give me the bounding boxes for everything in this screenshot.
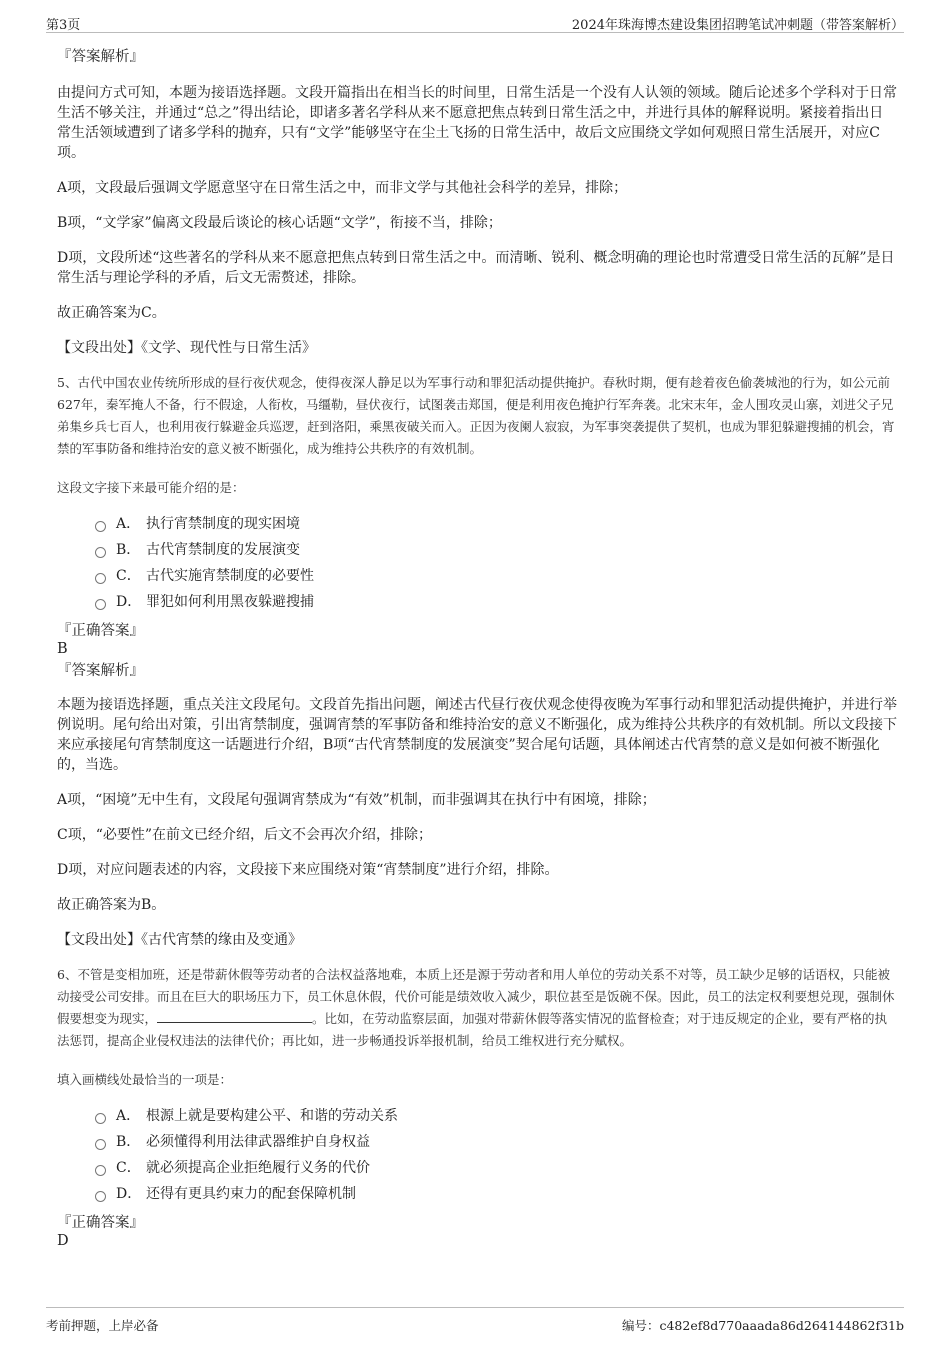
question-prompt: 填入画横线处最恰当的一项是： <box>57 1072 233 1087</box>
question-prompt: 这段文字接下来最可能介绍的是： <box>57 480 245 495</box>
radio-icon[interactable] <box>95 521 106 532</box>
analysis-paragraph: A项，“困境”无中生有，文段尾句强调宵禁成为“有效”机制，而非强调其在执行中有困境，排除； <box>57 792 656 808</box>
footer-slogan: 考前押题，上岸必备 <box>46 1318 159 1333</box>
radio-icon[interactable] <box>95 1113 106 1124</box>
document-title: 2024年珠海博杰建设集团招聘笔试冲刺题（带答案解析） <box>571 18 904 33</box>
analysis-paragraph: A项，文段最后强调文学愿意坚守在日常生活之中，而非文学与其他社会科学的差异，排除； <box>57 180 628 196</box>
analysis-conclusion: 故正确答案为B。 <box>57 897 166 913</box>
option-b[interactable]: B． 古代宵禁制度的发展演变 <box>95 540 897 560</box>
radio-icon[interactable] <box>95 547 106 558</box>
analysis-paragraph: B项，“文学家”偏离文段最后谈论的核心话题“文学”，衔接不当，排除； <box>57 215 502 231</box>
radio-icon[interactable] <box>95 1191 106 1202</box>
option-list <box>57 514 897 612</box>
page-footer <box>46 1307 904 1338</box>
option-d[interactable]: D． 罪犯如何利用黑夜躲避搜捕 <box>95 592 897 612</box>
analysis-title: 『答案解析』 <box>57 49 144 65</box>
source-note: 【文段出处】《古代宵禁的缘由及变通》 <box>57 932 302 948</box>
correct-answer-title: 『正确答案』 <box>57 623 144 639</box>
option-list <box>57 1106 897 1204</box>
analysis-paragraph: C项，“必要性”在前文已经介绍，后文不会再次介绍，排除； <box>57 827 433 843</box>
option-b[interactable]: B． 必须懂得利用法律武器维护自身权益 <box>95 1132 897 1152</box>
radio-icon[interactable] <box>95 1139 106 1150</box>
analysis-paragraph: D项，对应问题表述的内容，文段接下来应围绕对策“宵禁制度”进行介绍，排除。 <box>57 862 559 878</box>
analysis-title: 『答案解析』 <box>57 663 144 679</box>
source-note: 【文段出处】《文学、现代性与日常生活》 <box>57 340 316 356</box>
question-stem: 6、不管是变相加班，还是带薪休假等劳动者的合法权益落地难，本质上还是源于劳动者和用人单位的劳动关系不对等，员工缺少足够的话语权，只能被动接受公司安排。而且在巨大的职场压力下，员工休息休假，代价可能是绩效收入减少，职位甚至是饭碗不保。因此，员工的法定权利要想兑现，强制休假要想变为现实， 。比如，在劳动监察层面，加强对带薪休假等落实情况的监督检查；对于违反规定的企业，要有严格的执法惩罚，提高企业侵权违法的法律代价；再比如，进一步畅通投诉举报机制，给员工维权进行充分赋权。 <box>57 967 895 1048</box>
option-a[interactable]: A． 执行宵禁制度的现实困境 <box>95 514 897 534</box>
correct-answer: B <box>57 641 68 657</box>
correct-answer: D <box>57 1233 69 1249</box>
analysis-paragraph: 本题为接语选择题，重点关注文段尾句。文段首先指出问题，阐述古代昼行夜伏观念使得夜晚为军事行动和罪犯活动提供掩护，并进行举例说明。尾句给出对策，引出宵禁制度，强调宵禁的军事防备和维持治安的意义不断强化，成为维持公共秩序的有效机制。所以文段接下来应承接尾句宵禁制度这一话题进行介绍，B项“古代宵禁制度的发展演变”契合尾句话题，具体阐述古代宵禁的意义是如何被不断强化的，当选。 <box>57 697 897 773</box>
page-content <box>57 40 897 1250</box>
analysis-paragraph: 由提问方式可知，本题为接语选择题。文段开篇指出在相当长的时间里，日常生活是一个没有人认领的领域。随后论述多个学科对于日常生活不够关注，并通过“总之”得出结论，即诸多著名学科从来不愿意把焦点转到日常生活之中，并进行具体的解释说明。紧接着指出日常生活领域遭到了诸多学科的抛弃，只有“文学”能够坚守在尘土飞扬的日常生活中，故后文应围绕文学如何观照日常生活展开，对应C项。 <box>57 85 897 161</box>
radio-icon[interactable] <box>95 1165 106 1176</box>
question-stem: 5、古代中国农业传统所形成的昼行夜伏观念，使得夜深人静足以为军事行动和罪犯活动提供掩护。春秋时期，便有趁着夜色偷袭城池的行为，如公元前627年，秦军掩人不备，行不假途，人衔枚，马缰勒，昼伏夜行，试图袭击郑国，便是利用夜色掩护行军奔袭。北宋末年，金人围攻灵山寨，刘进父子兄弟集乡兵七百人，也利用夜行躲避金兵巡逻，赶到洛阳，乘黑夜破关而入。正因为夜阑人寂寂，为军事突袭提供了契机，也成为罪犯躲避搜捕的机会，宵禁的军事防备和维持治安的意义被不断强化，成为维持公共秩序的有效机制。 <box>57 375 895 456</box>
page-header <box>46 10 904 33</box>
fill-blank-line <box>157 1010 312 1023</box>
page-number: 第3页 <box>46 18 81 33</box>
option-c[interactable]: C． 就必须提高企业拒绝履行义务的代价 <box>95 1158 897 1178</box>
option-a[interactable]: A． 根源上就是要构建公平、和谐的劳动关系 <box>95 1106 897 1126</box>
option-c[interactable]: C． 古代实施宵禁制度的必要性 <box>95 566 897 586</box>
analysis-paragraph: D项，文段所述“这些著名的学科从来不愿意把焦点转到日常生活之中。而清晰、锐利、概念明确的理论也时常遭受日常生活的瓦解”是日常生活与理论学科的矛盾，后文无需赘述，排除。 <box>57 250 895 286</box>
option-d[interactable]: D． 还得有更具约束力的配套保障机制 <box>95 1184 897 1204</box>
document-serial: 编号：c482ef8d770aaada86d264144862f31b <box>621 1318 904 1333</box>
analysis-conclusion: 故正确答案为C。 <box>57 305 166 321</box>
correct-answer-title: 『正确答案』 <box>57 1215 144 1231</box>
radio-icon[interactable] <box>95 599 106 610</box>
radio-icon[interactable] <box>95 573 106 584</box>
